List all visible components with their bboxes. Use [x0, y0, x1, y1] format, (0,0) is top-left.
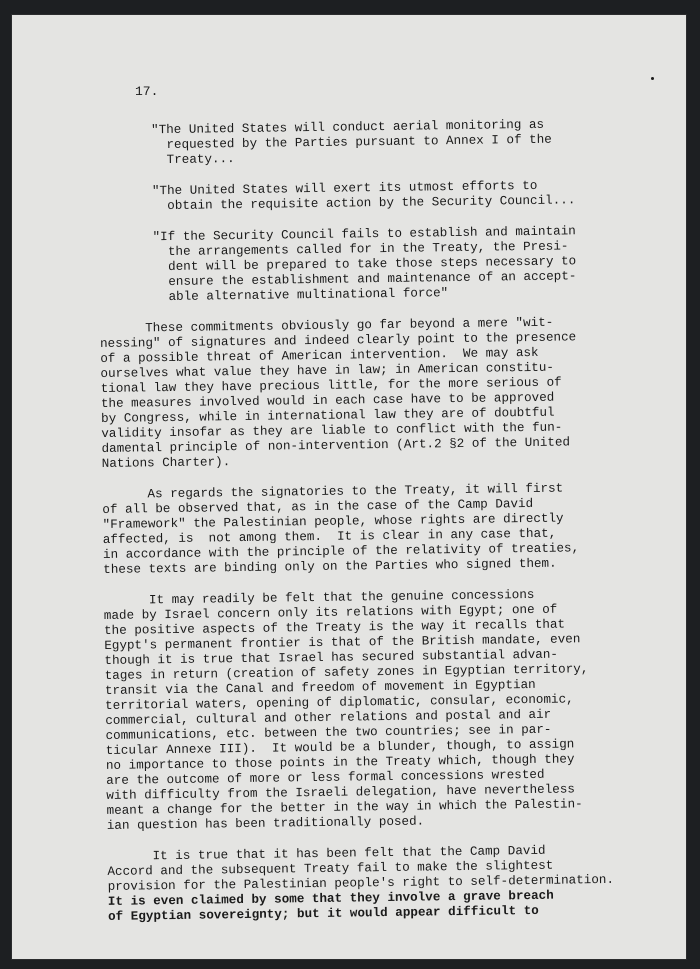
text-line: commercial, cultural and other relations and postal and air [105, 707, 552, 728]
text-line: provision for the Palestinian people's right to self-determination. [107, 872, 615, 894]
text-line: validity insofar as they are liable to conflict with the fun- [101, 420, 563, 441]
text-line: requested by the Parties pursuant to Annex I of the [151, 132, 552, 153]
text-line: the arrangements called for in the Treaty, the Presi- [152, 239, 569, 260]
text-line: communications, etc. between the two countries; see in par- [105, 722, 552, 743]
text-line: the positive aspects of the Treaty is the way it recalls that [103, 617, 566, 638]
text-line: made by Israel concern only its relations with Egypt; one of [103, 602, 558, 623]
text-line: tages in return (creation of safety zones in Egyptian territory, [104, 662, 589, 683]
text-line: affected, is not among them. It is clear in any case that, [102, 526, 557, 547]
text-line: damental principle of non-intervention (Art.2 §2 of the United [101, 435, 571, 456]
text-line: tional law they have precious little, for the more serious of [100, 375, 562, 396]
text-line: Nations Charter). [101, 455, 231, 471]
text-line: by Congress, while in international law they are of doubtful [101, 405, 555, 426]
text-line: Accord and the subsequent Treaty fail to make the slightest [107, 858, 554, 879]
text-line: ourselves what value they have in law; in American constitu- [100, 360, 554, 381]
text-line: As regards the signatories to the Treaty, it will first [102, 481, 564, 502]
text-line: Treaty... [151, 152, 235, 168]
text-line: "Framework" the Palestinian people, whose rights are directly [102, 511, 564, 532]
quote-3 [152, 224, 611, 305]
text-line: meant a change for the better in the way in which the Palestin- [106, 797, 583, 818]
quote-1 [151, 117, 610, 168]
ink-dot [651, 77, 654, 80]
text-line: "The United States will conduct aerial monitoring as [150, 117, 545, 138]
text-line: ian question has been traditionally posed. [106, 814, 425, 833]
text-line: "The United States will exert its utmost efforts to [151, 178, 538, 199]
quote-2 [152, 178, 610, 214]
text-line: though it is true that Israel has secured substantial advan- [104, 647, 559, 668]
text-line: Egypt's permanent frontier is that of the British mandate, even [104, 632, 581, 653]
text-line: with difficulty from the Israeli delegation, have nevertheless [106, 782, 576, 803]
text-line: able alternative multinational force" [153, 286, 449, 305]
text-line: in accordance with the principle of the relativity of treaties, [102, 541, 580, 562]
text-line: It may readily be felt that the genuine concessions [103, 587, 535, 608]
text-line: of Egyptian sovereignty; but it would appear difficult to [107, 903, 539, 924]
text-line: obtain the requisite action by the Security Council... [152, 193, 576, 214]
text-line: ensure the establishment and maintenance of an accept- [153, 269, 577, 290]
text-line: "If the Security Council fails to establish and maintain [152, 224, 576, 245]
text-line: These commitments obviously go far beyond a mere "wit- [99, 315, 554, 336]
paragraph-3 [104, 587, 619, 834]
text-line: of all be observed that, as in the case of the Camp David [102, 496, 534, 517]
text-line: ticular Annexe III). It would be a blunder, though, to assign [105, 737, 575, 758]
text-line: It is true that it has been felt that the Camp David [107, 843, 546, 864]
text-line: It is even claimed by some that they involve a grave breach [107, 888, 554, 909]
text-line: the measures involved would in each case have to be approved [100, 390, 555, 411]
text-line: dent will be prepared to take those steps necessary to [152, 254, 577, 275]
text-line: nessing" of signatures and indeed clearly point to the presence [99, 330, 577, 351]
text-line: transit via the Canal and freedom of movement in Egyptian [104, 677, 536, 698]
body-text [97, 117, 620, 925]
text-line: are the outcome of more or less formal concessions wrested [106, 767, 545, 788]
paragraph-2 [102, 481, 615, 578]
text-line: territorial waters, opening of diplomatic, consular, economic, [105, 692, 574, 713]
text-line: of a possible threat of American intervention. We may ask [100, 345, 539, 366]
text-line: these texts are binding only on the Parties who signed them. [103, 556, 557, 577]
paragraph-4 [107, 843, 620, 925]
page-number: 17. [135, 84, 159, 99]
document-page [11, 14, 687, 960]
paragraph-1 [100, 315, 614, 472]
text-line: no importance to those points in the Treaty which, though they [105, 752, 575, 773]
